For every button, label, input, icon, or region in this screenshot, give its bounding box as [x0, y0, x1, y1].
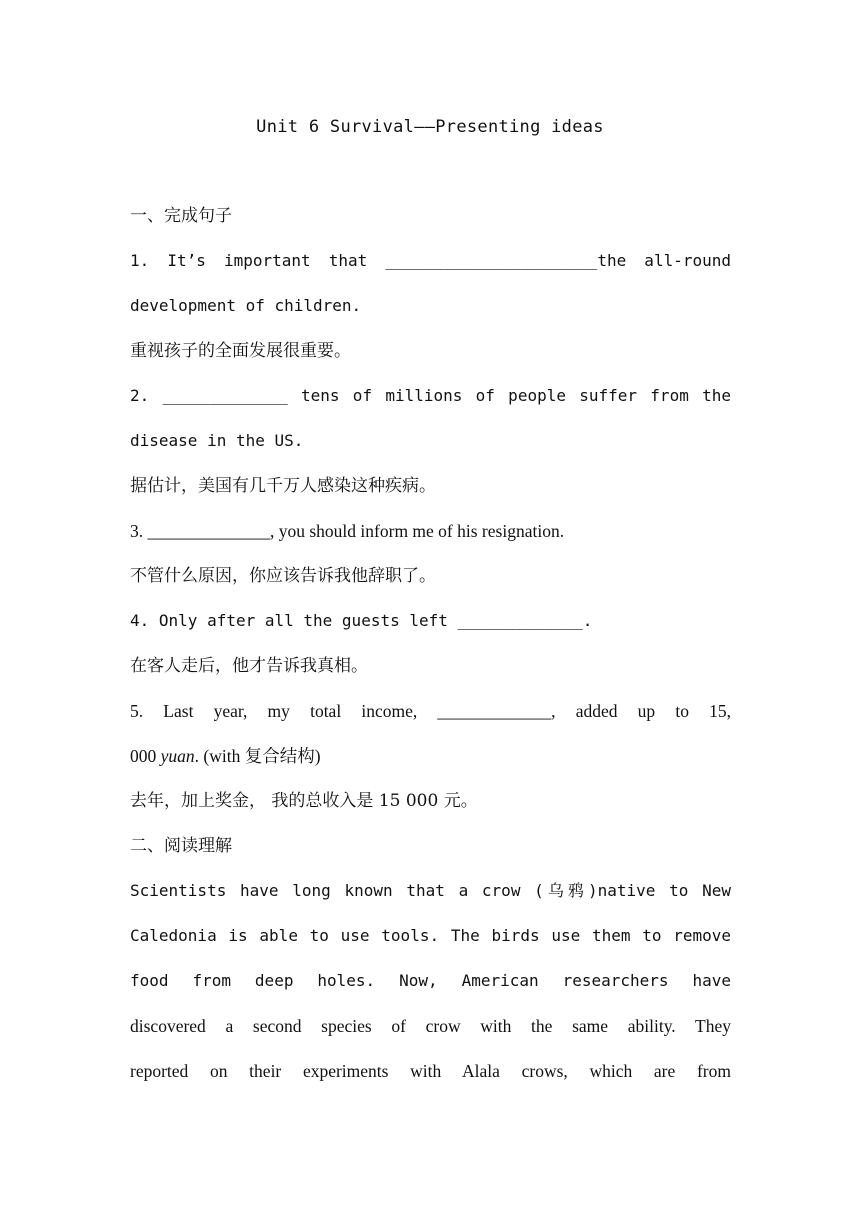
section-heading-complete-sentences: 一、完成句子	[130, 206, 232, 226]
question-5-line-1: 5. Last year, my total income, _____________, added up to 15,	[130, 701, 731, 721]
question-1-line-2: development of children.	[130, 296, 362, 315]
question-5-line-2-suffix: . (with 复合结构)	[194, 746, 321, 766]
question-5-line-2	[130, 740, 731, 785]
question-4-line-1: 4. Only after all the guests left _____________.	[130, 611, 593, 630]
question-1-line-1: 1. It’s important that ______________________the all-round	[130, 251, 731, 270]
question-5-line-2-prefix: 000	[130, 746, 161, 766]
question-2-line-1: 2. _____________ tens of millions of people suffer from the	[130, 386, 731, 405]
page-title: Unit 6 Survival——Presenting ideas	[256, 117, 604, 137]
reading-paragraph-line-5: reported on their experiments with Alala crows, which are from	[130, 1061, 731, 1081]
section-heading-reading: 二、阅读理解	[130, 836, 232, 856]
question-1-translation: 重视孩子的全面发展很重要。	[130, 341, 351, 361]
question-3-line-1: 3. ______________, you should inform me of his resignation.	[130, 521, 565, 541]
document-body	[130, 200, 731, 1100]
question-2-line-2: disease in the US.	[130, 431, 304, 450]
question-5-yuan-italic: yuan	[160, 746, 195, 766]
question-5-translation: 去年，加上奖金， 我的总收入是 15 000 元。	[130, 791, 478, 811]
reading-paragraph-line-3: food from deep holes. Now, American researchers have	[130, 971, 731, 990]
reading-paragraph-line-1: Scientists have long known that a crow (乌鸦)native to New	[130, 881, 731, 900]
reading-paragraph-line-4: discovered a second species of crow with the same ability. They	[130, 1016, 731, 1036]
question-2-translation: 据估计，美国有几千万人感染这种疾病。	[130, 476, 436, 496]
question-4-translation: 在客人走后，他才告诉我真相。	[130, 656, 368, 676]
question-3-translation: 不管什么原因，你应该告诉我他辞职了。	[130, 566, 436, 586]
reading-paragraph-line-2: Caledonia is able to use tools. The birds use them to remove	[130, 926, 731, 945]
